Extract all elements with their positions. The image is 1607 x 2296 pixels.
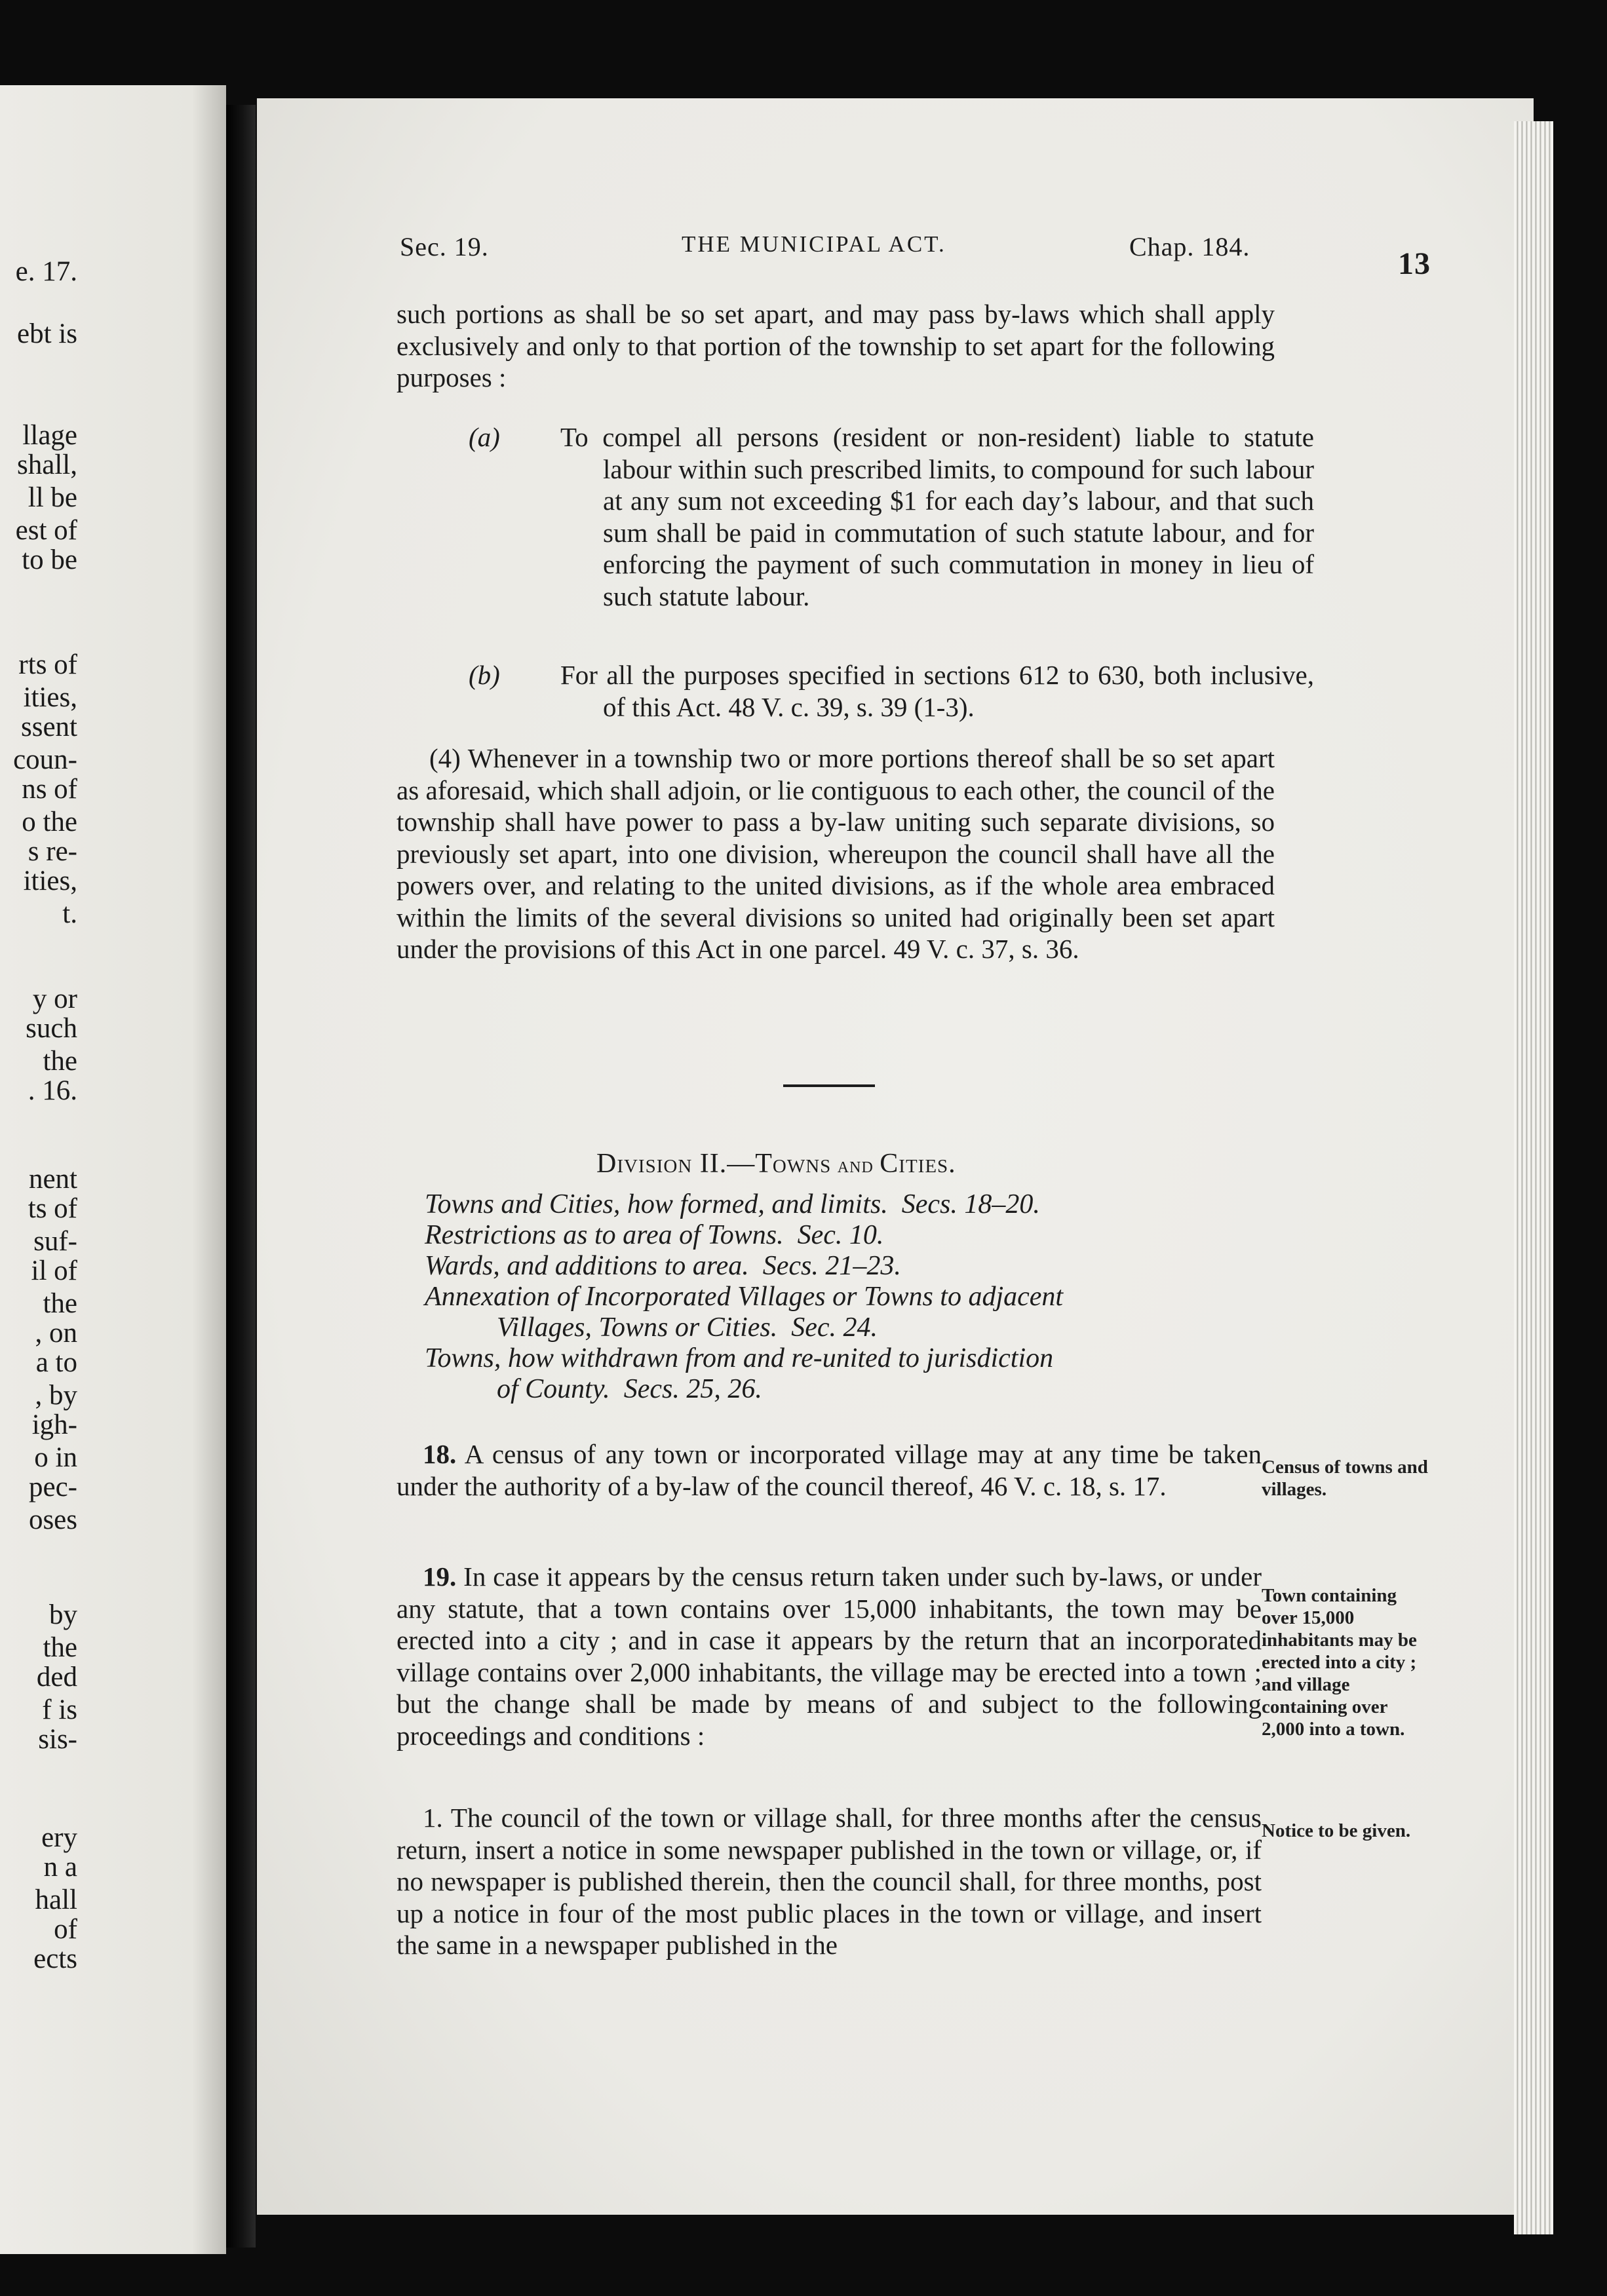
previous-page-fragment: ery [41, 1822, 77, 1853]
contents-entry [425, 1374, 1270, 1405]
previous-page-fragment: o the [22, 807, 77, 837]
contents-entry-title: Annexation of Incorporated Villages or Towns to adjacent [425, 1282, 1064, 1312]
previous-page-fragment: y or [32, 984, 77, 1014]
previous-page-fragment: the [43, 1288, 77, 1319]
previous-page-fragment: il of [31, 1255, 77, 1286]
contents-entry [425, 1220, 1270, 1251]
contents-entry-reference: Secs. 25, 26. [610, 1374, 762, 1404]
previous-page-fragment: hall [35, 1885, 77, 1915]
clause-a-label: (a) [469, 422, 500, 452]
previous-page-fragment: ities, [23, 682, 77, 713]
margin-note-town-containing: Town containing over 15,000 inhabitants may be erected into a city ; and village containing over 2,000 into a town. [1262, 1585, 1417, 1740]
previous-page-fragment: sis- [38, 1724, 77, 1755]
previous-page-fragment: ns of [22, 774, 77, 805]
running-head-title: THE MUNICIPAL ACT. [682, 231, 946, 257]
previous-page-fragment: f is [42, 1694, 77, 1725]
previous-page-fragment: nent [28, 1164, 77, 1195]
contents-entry-title: Restrictions as to area of Towns. [425, 1220, 784, 1250]
division-towns: Towns [755, 1149, 832, 1179]
previous-page-fragment: ll be [28, 482, 77, 513]
opening-text: such portions as shall be so set apart, and may pass by-laws which shall apply exclusively and only to that portion of the township to set apart for the following purposes : [397, 299, 1275, 392]
contents-entry-title: Towns and Cities, how formed, and limits. [425, 1189, 888, 1219]
subsection-4-text: (4) Whenever in a township two or more portions thereof shall be so set apart as aforesaid, which shall adjoin, or lie contiguous to each other, the council of the township shall have power to pass a by-law uniting such separate divisions, so previously set apart, into one division, whereupon the council shall have all the powers over, and relating to the united divisions, as if the whole area embraced within the limits of the several divisions so united had originally been set apart under the provisions of this Act in one parcel. 49 V. c. 37, s. 36. [397, 743, 1275, 964]
division-numeral: II.— [692, 1149, 756, 1179]
subsection-1 [397, 1802, 1262, 1961]
opening-paragraph [397, 298, 1275, 394]
previous-page-fragment: of [54, 1914, 77, 1945]
previous-page-fragment: shall, [17, 450, 77, 480]
previous-page-fragment: ded [36, 1662, 77, 1693]
section-divider-rule [783, 1084, 875, 1087]
division-heading [596, 1148, 956, 1179]
previous-page-fragment: rts of [18, 649, 77, 680]
contents-entry [425, 1282, 1270, 1312]
previous-page-fragment: ssent [21, 712, 77, 742]
contents-entry-reference: Sec. 24. [777, 1312, 878, 1343]
contents-entry-title: of County. [497, 1374, 610, 1404]
previous-page-fragment: . 16. [28, 1075, 77, 1106]
previous-page-fragment: t. [62, 898, 77, 929]
previous-page-fragment: n a [43, 1852, 77, 1883]
contents-entry [425, 1312, 1270, 1343]
previous-page-fragment: llage [22, 420, 77, 451]
clause-b-text: For all the purposes specified in sections 612 to 630, both inclusive, of this Act. 48 V. c. 39, s. 39 (1-3). [560, 660, 1314, 722]
clause-a [469, 421, 1393, 612]
previous-page-fragment: , on [35, 1318, 77, 1349]
previous-page-fragment: a to [35, 1347, 77, 1378]
previous-page-fragment: coun- [13, 744, 77, 775]
previous-page-fragment: , by [35, 1380, 77, 1411]
previous-page-fragment: such [26, 1013, 77, 1044]
previous-page-fragment: e. 17. [15, 256, 77, 287]
previous-page-fragment: ects [33, 1943, 77, 1974]
previous-page-fragment: pec- [29, 1472, 77, 1502]
contents-entry [425, 1251, 1270, 1282]
subsection-1-text: 1. The council of the town or village shall, for three months after the census return, insert a notice in some newspaper published in the town or village, or, if no newspaper is published therein, then the council shall, for three months, post up a notice in four of the most public places in the town or village, and insert the same in a newspaper published in the [397, 1803, 1262, 1960]
contents-entry-reference: Secs. 21–23. [748, 1251, 901, 1281]
previous-page-fragment: igh- [31, 1409, 77, 1440]
previous-page-fragment: the [43, 1046, 77, 1077]
contents-entry-title: Wards, and additions to area. [425, 1251, 749, 1281]
running-head-section: Sec. 19. [400, 232, 489, 261]
contents-entry-title: Towns, how withdrawn from and re-united to jurisdiction [425, 1343, 1054, 1373]
contents-entry [425, 1189, 1270, 1220]
margin-note-census: Census of towns and villages. [1262, 1457, 1428, 1500]
running-head-chapter: Chap. 184. [1129, 232, 1250, 261]
page-edges [1514, 121, 1553, 2234]
margin-note-notice: Notice to be given. [1262, 1820, 1411, 1841]
previous-page-fragment: by [49, 1599, 77, 1630]
clause-b-label: (b) [469, 660, 500, 690]
previous-page-fragment: s re- [28, 836, 77, 867]
clause-b [469, 659, 1393, 723]
contents-entry-title: Villages, Towns or Cities. [497, 1312, 778, 1343]
previous-page-fragment: suf- [33, 1226, 77, 1257]
previous-page-fragment: the [43, 1632, 77, 1663]
division-prefix: Division [596, 1149, 693, 1179]
previous-page-fragment: ts of [28, 1193, 77, 1224]
clause-a-text: To compel all persons (resident or non-resident) liable to statute labour within such prescribed limits, to compound for such labour at any sum not exceeding $1 for each day’s labour, and that such sum shall be paid in commutation of such statute labour, and for enforcing the payment of such commutation in money in lieu of such statute labour. [560, 422, 1314, 611]
section-18-number: 18. [423, 1439, 457, 1469]
previous-page-fragment: to be [22, 545, 77, 575]
previous-page-fragment: ities, [23, 866, 77, 896]
division-and: and [831, 1153, 880, 1177]
book-gutter [226, 105, 256, 2248]
previous-page-fragment: o in [34, 1442, 77, 1473]
division-contents [425, 1189, 1270, 1405]
section-19-text: In case it appears by the census return taken under such by-laws, or under any statute, that a town contains over 15,000 inhabitants, the town may be erected into a city ; and in case it appears by the return that an incorporated village contains over 2,000 inhabitants, the village may be erected into a town ; but the change shall be made by means of and subject to the following proceedings and conditions : [397, 1561, 1262, 1751]
previous-page-fragment: ebt is [17, 318, 77, 349]
subsection-4 [397, 742, 1275, 965]
section-19 [397, 1561, 1262, 1751]
previous-page-edge [0, 85, 226, 2254]
previous-page-fragment: est of [15, 515, 77, 546]
section-18-text: A census of any town or incorporated village may at any time be taken under the authority of a by-law of the council thereof, 46 V. c. 18, s. 17. [397, 1439, 1262, 1501]
contents-entry [425, 1343, 1270, 1374]
section-19-number: 19. [423, 1561, 457, 1592]
contents-entry-reference: Secs. 18–20. [887, 1189, 1040, 1219]
division-cities: Cities. [880, 1149, 956, 1179]
page-number: 13 [1398, 246, 1431, 281]
previous-page-fragment: oses [28, 1504, 77, 1535]
section-18 [397, 1438, 1262, 1502]
contents-entry-reference: Sec. 10. [783, 1220, 884, 1250]
